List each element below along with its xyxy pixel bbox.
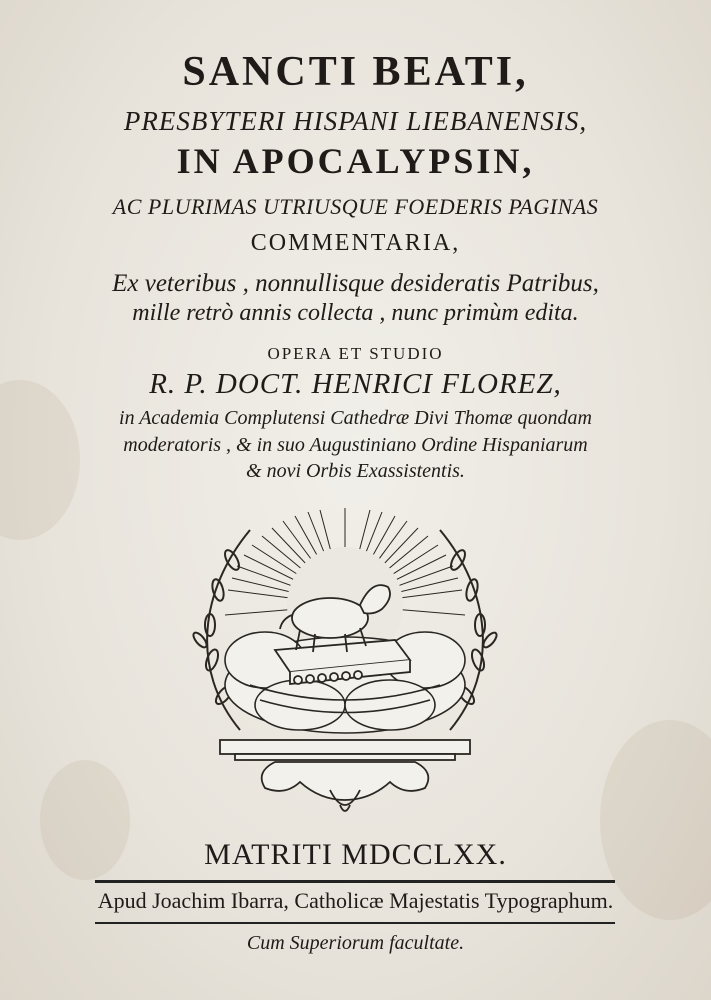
imprint-rule <box>95 880 615 883</box>
printer-rule <box>95 922 615 924</box>
author-credential-3: & novi Orbis Exassistentis. <box>246 460 465 482</box>
subtitle-line-2: mille retrò annis collecta , nunc primùm edita. <box>132 300 579 326</box>
title-line-1: SANCTI BEATI, <box>182 49 529 95</box>
lamb-vignette-engraving <box>180 500 510 840</box>
pedestal-icon <box>220 740 470 811</box>
title-line-2: PRESBYTERI HISPANI LIEBANENSIS, <box>123 106 588 136</box>
imprint-place-date: MATRITI MDCCLXX. <box>204 838 507 871</box>
author-credential-1: in Academia Complutensi Cathedræ Divi Thomæ quondam <box>119 407 592 429</box>
license-line: Cum Superiorum facultate. <box>246 932 465 954</box>
opera-line: OPERA ET STUDIO <box>267 344 444 363</box>
author-credential-2: moderatoris , & in suo Augustiniano Ordine Hispaniarum <box>123 434 588 456</box>
author-name: R. P. DOCT. HENRICI FLOREZ, <box>149 368 562 400</box>
printer-line: Apud Joachim Ibarra, Catholicæ Majestatis Typographum. <box>97 888 614 913</box>
title-line-5: COMMENTARIA, <box>250 230 461 256</box>
title-line-3: IN APOCALYPSIN, <box>176 141 535 181</box>
subtitle-line-1: Ex veteribus , nonnullisque desideratis Patribus, <box>112 270 599 297</box>
title-line-4: AC PLURIMAS UTRIUSQUE FOEDERIS PAGINAS <box>112 194 599 219</box>
